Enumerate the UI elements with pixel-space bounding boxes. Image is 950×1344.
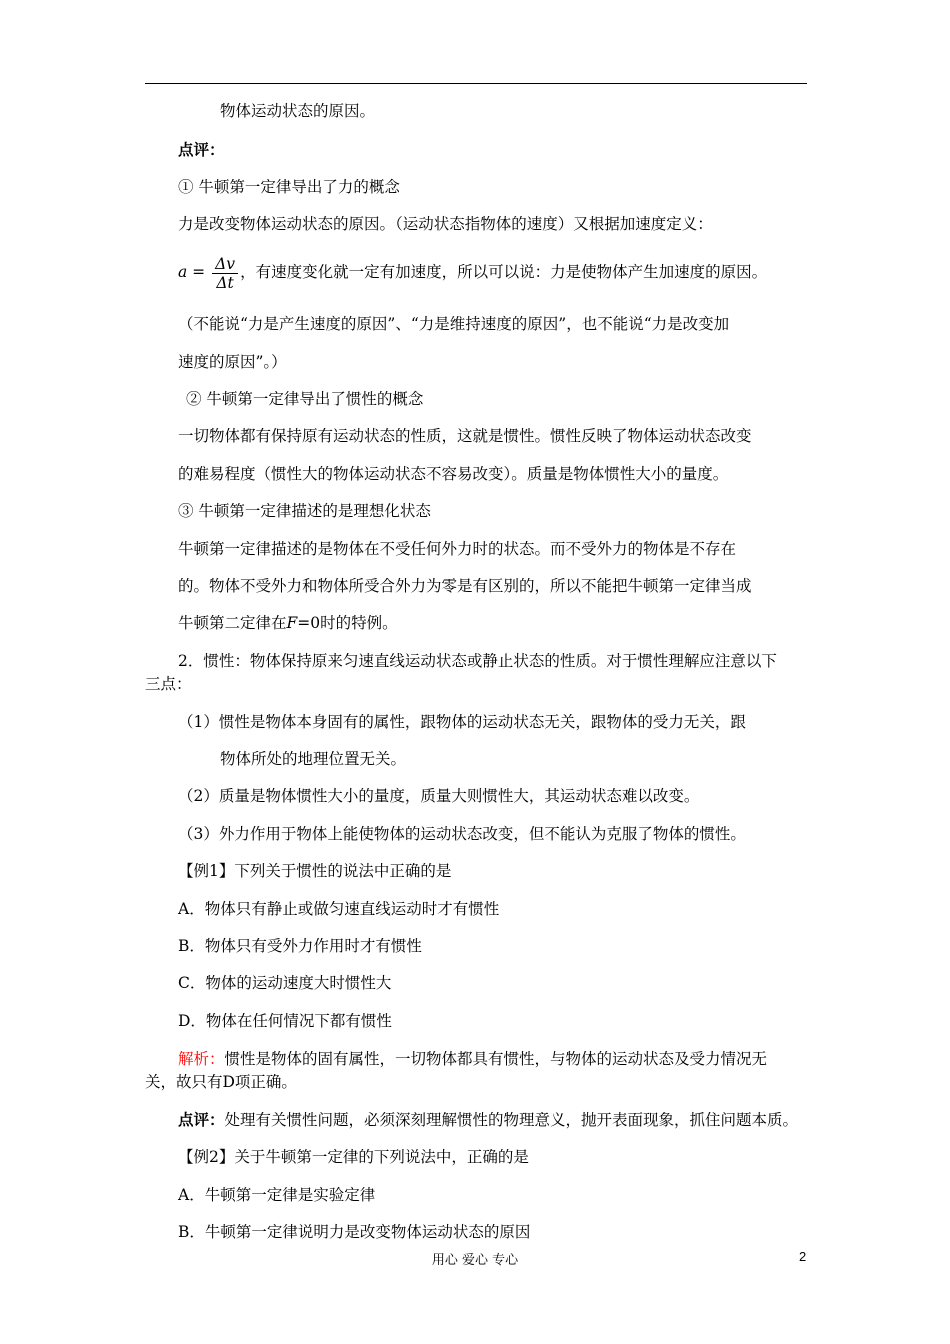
text-line — [178, 613, 398, 633]
analysis-label: 解析： — [178, 1050, 225, 1068]
list-item: （3）外力作用于物体上能使物体的运动状态改变，但不能认为克服了物体的惯性。 — [178, 825, 746, 843]
formula-line — [178, 252, 767, 292]
text-line: 2．惯性：物体保持原来匀速直线运动状态或静止状态的性质。对于惯性理解应注意以下 — [178, 652, 777, 670]
comment-text: 处理有关惯性问题，必须深刻理解惯性的物理意义，抛开表面现象，抓住问题本质。 — [224, 1111, 799, 1129]
text-line: 的难易程度（惯性大的物体运动状态不容易改变）。质量是物体惯性大小的量度。 — [178, 465, 729, 483]
text-span: =0时的特例。 — [297, 614, 398, 632]
example-title: 【例2】关于牛顿第一定律的下列说法中，正确的是 — [178, 1148, 529, 1166]
text-line: （不能说“力是产生速度的原因”、“力是维持速度的原因”，也不能说“力是改变加 — [178, 315, 730, 333]
formula-variable: a — [178, 263, 188, 281]
choice-option: C．物体的运动速度大时惯性大 — [178, 974, 392, 992]
analysis-text: 惯性是物体的固有属性，一切物体都具有惯性，与物体的运动状态及受力情况无 — [224, 1050, 768, 1068]
formula-text: ，有速度变化就一定有加速度，所以可以说：力是使物体产生加速度的原因。 — [240, 263, 768, 281]
text-line: ② 牛顿第一定律导出了惯性的概念 — [186, 390, 424, 408]
text-line: 牛顿第一定律描述的是物体在不受任何外力时的状态。而不受外力的物体是不存在 — [178, 540, 737, 558]
list-item: （2）质量是物体惯性大小的量度，质量大则惯性大，其运动状态难以改变。 — [178, 787, 700, 805]
choice-option: A．牛顿第一定律是实验定律 — [178, 1186, 376, 1204]
choice-option: B．物体只有受外力作用时才有惯性 — [178, 937, 422, 955]
formula-equals: = — [187, 263, 206, 281]
text-line: 物体运动状态的原因。 — [220, 102, 376, 120]
comment-heading: 点评： — [178, 140, 225, 159]
text-line: ① 牛顿第一定律导出了力的概念 — [178, 178, 400, 196]
comment-line — [178, 1110, 798, 1130]
choice-option: B．牛顿第一定律说明力是改变物体运动状态的原因 — [178, 1223, 531, 1241]
text-line: 的。物体不受外力和物体所受合外力为零是有区别的，所以不能把牛顿第一定律当成 — [178, 577, 752, 595]
force-variable: F — [286, 614, 298, 632]
text-line: 一切物体都有保持原有运动状态的性质，这就是惯性。惯性反映了物体运动状态改变 — [178, 427, 752, 445]
comment-label: 点评： — [178, 1110, 225, 1129]
fraction-numerator: Δv — [212, 255, 238, 274]
text-line: 力是改变物体运动状态的原因。（运动状态指物体的速度）又根据加速度定义： — [178, 215, 713, 233]
analysis-line — [178, 1049, 767, 1069]
choice-option: A．物体只有静止或做匀速直线运动时才有惯性 — [178, 900, 500, 918]
text-span: 牛顿第二定律在 — [178, 614, 287, 632]
header-rule — [145, 83, 807, 84]
page-number: 2 — [799, 1249, 807, 1264]
text-line: ③ 牛顿第一定律描述的是理想化状态 — [178, 502, 431, 520]
list-item: （1）惯性是物体本身固有的属性，跟物体的运动状态无关，跟物体的受力无关，跟 — [178, 713, 746, 731]
formula-fraction — [212, 255, 238, 292]
footer-motto: 用心 爱心 专心 — [431, 1253, 519, 1268]
text-line: 物体所处的地理位置无关。 — [220, 750, 407, 768]
fraction-denominator: Δt — [216, 273, 234, 292]
text-line: 速度的原因”。） — [178, 353, 287, 371]
text-line: 三点： — [145, 675, 192, 693]
text-line: 关，故只有D项正确。 — [145, 1073, 297, 1091]
choice-option: D．物体在任何情况下都有惯性 — [178, 1012, 392, 1030]
example-title: 【例1】下列关于惯性的说法中正确的是 — [178, 862, 452, 880]
